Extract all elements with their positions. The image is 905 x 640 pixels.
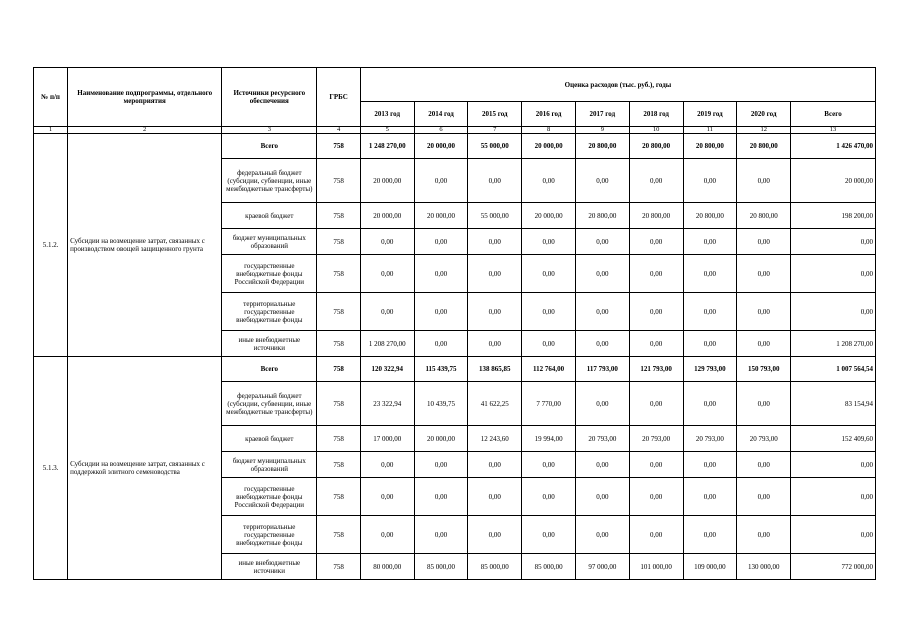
year-value-cell: 120 322,94 xyxy=(360,357,414,382)
year-value-cell: 20 800,00 xyxy=(575,203,629,229)
grbs-cell: 758 xyxy=(317,357,360,382)
column-number: 11 xyxy=(683,127,737,134)
column-numbers-row xyxy=(34,127,876,134)
year-value-cell: 0,00 xyxy=(360,516,414,554)
column-number: 12 xyxy=(737,127,791,134)
column-number: 4 xyxy=(317,127,360,134)
year-value-cell: 85 000,00 xyxy=(468,554,522,580)
year-value-cell: 0,00 xyxy=(629,159,683,203)
year-value-cell: 0,00 xyxy=(575,159,629,203)
grbs-cell: 758 xyxy=(317,293,360,331)
year-value-cell: 0,00 xyxy=(683,382,737,426)
source-cell: территориальные государственные внебюджетные фонды xyxy=(222,516,317,554)
source-cell: бюджет муниципальных образований xyxy=(222,229,317,255)
header-num: № п/п xyxy=(34,68,68,127)
item-number: 5.1.2. xyxy=(34,134,68,357)
item-name: Субсидии на возмещение затрат, связанных с поддержкой элитного семеноводства xyxy=(68,357,222,580)
total-value-cell: 1 007 564,54 xyxy=(791,357,876,382)
header-year: 2020 год xyxy=(737,102,791,127)
source-cell: федеральный бюджет (субсидии, субвенции, иные межбюджетные трансферты) xyxy=(222,159,317,203)
year-value-cell: 0,00 xyxy=(414,478,468,516)
year-value-cell: 0,00 xyxy=(737,255,791,293)
year-value-cell: 115 439,75 xyxy=(414,357,468,382)
source-cell: Всего xyxy=(222,134,317,159)
table-row xyxy=(34,134,876,159)
year-value-cell: 0,00 xyxy=(575,382,629,426)
year-value-cell: 20 800,00 xyxy=(737,203,791,229)
year-value-cell: 19 994,00 xyxy=(522,426,576,452)
header-year: Всего xyxy=(791,102,876,127)
year-value-cell: 112 764,00 xyxy=(522,357,576,382)
column-number: 3 xyxy=(222,127,317,134)
grbs-cell: 758 xyxy=(317,452,360,478)
source-cell: бюджет муниципальных образований xyxy=(222,452,317,478)
year-value-cell: 0,00 xyxy=(414,293,468,331)
grbs-cell: 758 xyxy=(317,255,360,293)
year-value-cell: 0,00 xyxy=(575,452,629,478)
year-value-cell: 150 793,00 xyxy=(737,357,791,382)
year-value-cell: 0,00 xyxy=(575,478,629,516)
year-value-cell: 0,00 xyxy=(468,255,522,293)
source-cell: иные внебюджетные источники xyxy=(222,331,317,357)
source-cell: краевой бюджет xyxy=(222,203,317,229)
grbs-cell: 758 xyxy=(317,331,360,357)
year-value-cell: 0,00 xyxy=(414,159,468,203)
total-value-cell: 20 000,00 xyxy=(791,159,876,203)
year-value-cell: 55 000,00 xyxy=(468,134,522,159)
column-number: 5 xyxy=(360,127,414,134)
year-value-cell: 0,00 xyxy=(575,255,629,293)
table-row xyxy=(34,357,876,382)
year-value-cell: 20 800,00 xyxy=(737,134,791,159)
header-year: 2019 год xyxy=(683,102,737,127)
year-value-cell: 0,00 xyxy=(360,229,414,255)
year-value-cell: 0,00 xyxy=(629,331,683,357)
header-year: 2015 год xyxy=(468,102,522,127)
year-value-cell: 0,00 xyxy=(522,331,576,357)
year-value-cell: 0,00 xyxy=(737,229,791,255)
total-value-cell: 198 200,00 xyxy=(791,203,876,229)
year-value-cell: 20 800,00 xyxy=(683,203,737,229)
total-value-cell: 0,00 xyxy=(791,293,876,331)
year-value-cell: 0,00 xyxy=(414,229,468,255)
year-value-cell: 20 800,00 xyxy=(629,134,683,159)
year-value-cell: 0,00 xyxy=(629,516,683,554)
grbs-cell: 758 xyxy=(317,478,360,516)
year-value-cell: 97 000,00 xyxy=(575,554,629,580)
grbs-cell: 758 xyxy=(317,426,360,452)
year-value-cell: 0,00 xyxy=(468,229,522,255)
year-value-cell: 20 793,00 xyxy=(575,426,629,452)
year-value-cell: 0,00 xyxy=(522,293,576,331)
year-value-cell: 0,00 xyxy=(629,382,683,426)
year-value-cell: 0,00 xyxy=(360,478,414,516)
year-value-cell: 0,00 xyxy=(737,478,791,516)
year-value-cell: 20 793,00 xyxy=(683,426,737,452)
year-value-cell: 0,00 xyxy=(683,255,737,293)
year-value-cell: 0,00 xyxy=(629,229,683,255)
budget-table xyxy=(33,67,876,580)
header-year: 2014 год xyxy=(414,102,468,127)
year-value-cell: 0,00 xyxy=(737,293,791,331)
year-value-cell: 0,00 xyxy=(360,293,414,331)
year-value-cell: 20 793,00 xyxy=(737,426,791,452)
year-value-cell: 0,00 xyxy=(414,452,468,478)
year-value-cell: 0,00 xyxy=(522,478,576,516)
year-value-cell: 20 000,00 xyxy=(414,203,468,229)
year-value-cell: 0,00 xyxy=(414,331,468,357)
year-value-cell: 0,00 xyxy=(683,516,737,554)
source-cell: государственные внебюджетные фонды Российской Федерации xyxy=(222,478,317,516)
year-value-cell: 55 000,00 xyxy=(468,203,522,229)
year-value-cell: 10 439,75 xyxy=(414,382,468,426)
year-value-cell: 0,00 xyxy=(629,293,683,331)
year-value-cell: 20 000,00 xyxy=(414,134,468,159)
year-value-cell: 20 000,00 xyxy=(522,203,576,229)
year-value-cell: 0,00 xyxy=(468,331,522,357)
year-value-cell: 0,00 xyxy=(737,382,791,426)
year-value-cell: 0,00 xyxy=(575,229,629,255)
year-value-cell: 1 248 270,00 xyxy=(360,134,414,159)
year-value-cell: 12 243,60 xyxy=(468,426,522,452)
year-value-cell: 0,00 xyxy=(737,516,791,554)
year-value-cell: 0,00 xyxy=(683,159,737,203)
source-cell: Всего xyxy=(222,357,317,382)
total-value-cell: 772 000,00 xyxy=(791,554,876,580)
source-cell: краевой бюджет xyxy=(222,426,317,452)
source-cell: федеральный бюджет (субсидии, субвенции, иные межбюджетные трансферты) xyxy=(222,382,317,426)
header-year: 2017 год xyxy=(575,102,629,127)
year-value-cell: 130 000,00 xyxy=(737,554,791,580)
year-value-cell: 0,00 xyxy=(468,478,522,516)
total-value-cell: 83 154,94 xyxy=(791,382,876,426)
grbs-cell: 758 xyxy=(317,382,360,426)
year-value-cell: 85 000,00 xyxy=(522,554,576,580)
year-value-cell: 0,00 xyxy=(522,229,576,255)
year-value-cell: 0,00 xyxy=(522,516,576,554)
year-value-cell: 0,00 xyxy=(522,452,576,478)
year-value-cell: 41 622,25 xyxy=(468,382,522,426)
year-value-cell: 0,00 xyxy=(468,516,522,554)
year-value-cell: 0,00 xyxy=(629,478,683,516)
year-value-cell: 109 000,00 xyxy=(683,554,737,580)
total-value-cell: 1 426 470,00 xyxy=(791,134,876,159)
source-cell: территориальные государственные внебюджетные фонды xyxy=(222,293,317,331)
header-name: Наименование подпрограммы, отдельного мероприятия xyxy=(68,68,222,127)
year-value-cell: 20 000,00 xyxy=(360,159,414,203)
year-value-cell: 0,00 xyxy=(629,452,683,478)
year-value-cell: 0,00 xyxy=(468,452,522,478)
header-estimate: Оценка расходов (тыс. руб.), годы xyxy=(360,68,875,102)
header-year: 2018 год xyxy=(629,102,683,127)
column-number: 1 xyxy=(34,127,68,134)
year-value-cell: 0,00 xyxy=(629,255,683,293)
header-source: Источники ресурсного обеспечения xyxy=(222,68,317,127)
year-value-cell: 0,00 xyxy=(683,293,737,331)
year-value-cell: 7 770,00 xyxy=(522,382,576,426)
total-value-cell: 0,00 xyxy=(791,255,876,293)
total-value-cell: 0,00 xyxy=(791,452,876,478)
total-value-cell: 152 409,60 xyxy=(791,426,876,452)
year-value-cell: 0,00 xyxy=(683,331,737,357)
header-year: 2016 год xyxy=(522,102,576,127)
table-body xyxy=(34,134,876,580)
header-year: 2013 год xyxy=(360,102,414,127)
year-value-cell: 0,00 xyxy=(360,452,414,478)
year-value-cell: 17 000,00 xyxy=(360,426,414,452)
year-value-cell: 0,00 xyxy=(683,229,737,255)
total-value-cell: 1 208 270,00 xyxy=(791,331,876,357)
year-value-cell: 0,00 xyxy=(522,159,576,203)
table-header xyxy=(34,68,876,134)
year-value-cell: 20 800,00 xyxy=(629,203,683,229)
year-value-cell: 20 000,00 xyxy=(522,134,576,159)
grbs-cell: 758 xyxy=(317,134,360,159)
header-grbs: ГРБС xyxy=(317,68,360,127)
year-value-cell: 0,00 xyxy=(468,293,522,331)
year-value-cell: 85 000,00 xyxy=(414,554,468,580)
year-value-cell: 0,00 xyxy=(360,255,414,293)
year-value-cell: 80 000,00 xyxy=(360,554,414,580)
grbs-cell: 758 xyxy=(317,159,360,203)
grbs-cell: 758 xyxy=(317,554,360,580)
year-value-cell: 0,00 xyxy=(468,159,522,203)
year-value-cell: 0,00 xyxy=(683,478,737,516)
year-value-cell: 0,00 xyxy=(575,516,629,554)
column-number: 6 xyxy=(414,127,468,134)
year-value-cell: 0,00 xyxy=(414,255,468,293)
year-value-cell: 0,00 xyxy=(575,331,629,357)
item-number: 5.1.3. xyxy=(34,357,68,580)
total-value-cell: 0,00 xyxy=(791,478,876,516)
column-number: 13 xyxy=(791,127,876,134)
year-value-cell: 1 208 270,00 xyxy=(360,331,414,357)
source-cell: иные внебюджетные источники xyxy=(222,554,317,580)
year-value-cell: 20 793,00 xyxy=(629,426,683,452)
year-value-cell: 0,00 xyxy=(575,293,629,331)
year-value-cell: 20 000,00 xyxy=(414,426,468,452)
year-value-cell: 121 793,00 xyxy=(629,357,683,382)
column-number: 10 xyxy=(629,127,683,134)
column-number: 8 xyxy=(522,127,576,134)
column-number: 7 xyxy=(468,127,522,134)
source-cell: государственные внебюджетные фонды Российской Федерации xyxy=(222,255,317,293)
year-value-cell: 0,00 xyxy=(737,159,791,203)
total-value-cell: 0,00 xyxy=(791,229,876,255)
total-value-cell: 0,00 xyxy=(791,516,876,554)
year-value-cell: 0,00 xyxy=(683,452,737,478)
year-value-cell: 101 000,00 xyxy=(629,554,683,580)
grbs-cell: 758 xyxy=(317,203,360,229)
year-value-cell: 0,00 xyxy=(414,516,468,554)
year-value-cell: 0,00 xyxy=(737,452,791,478)
year-value-cell: 23 322,94 xyxy=(360,382,414,426)
year-value-cell: 129 793,00 xyxy=(683,357,737,382)
year-value-cell: 20 800,00 xyxy=(683,134,737,159)
year-value-cell: 20 000,00 xyxy=(360,203,414,229)
grbs-cell: 758 xyxy=(317,229,360,255)
column-number: 9 xyxy=(575,127,629,134)
year-value-cell: 0,00 xyxy=(737,331,791,357)
year-value-cell: 117 793,00 xyxy=(575,357,629,382)
year-value-cell: 20 800,00 xyxy=(575,134,629,159)
item-name: Субсидии на возмещение затрат, связанных с производством овощей защищенного грунта xyxy=(68,134,222,357)
column-number: 2 xyxy=(68,127,222,134)
year-value-cell: 138 865,85 xyxy=(468,357,522,382)
grbs-cell: 758 xyxy=(317,516,360,554)
year-value-cell: 0,00 xyxy=(522,255,576,293)
